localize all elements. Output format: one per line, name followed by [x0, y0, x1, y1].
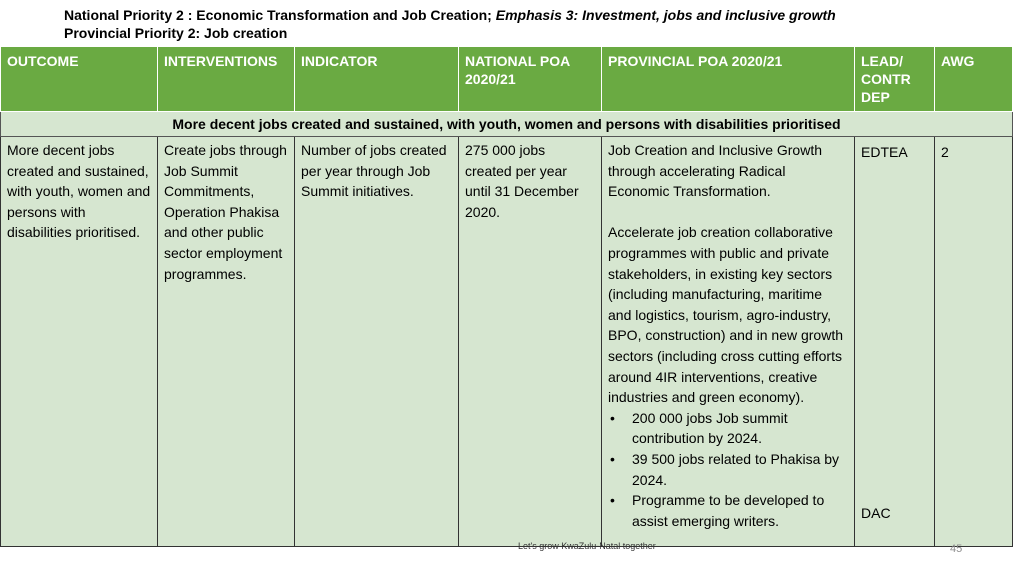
header-awg: AWG	[935, 47, 1013, 112]
national-priority-text: National Priority 2 : Economic Transformation and Job Creation;	[64, 7, 496, 23]
header-indicator: INDICATOR	[295, 47, 459, 112]
national-priority-line	[64, 6, 836, 24]
header-row	[1, 47, 1013, 112]
list-item: • 39 500 jobs related to Phakisa by 2024.	[608, 449, 848, 490]
cell-outcome: More decent jobs created and sustained, with youth, women and persons with disabilities prioritised.	[1, 137, 158, 547]
footer-tagline: Let's grow KwaZulu-Natal together	[518, 541, 656, 551]
provincial-poa-bullets	[608, 408, 848, 532]
header-outcome: OUTCOME	[1, 47, 158, 112]
list-item: • Programme to be developed to assist emerging writers.	[608, 490, 848, 531]
banner-row	[1, 112, 1013, 137]
header-provincial-poa: PROVINCIAL POA 2020/21	[602, 47, 855, 112]
awg-value: 2	[941, 144, 949, 160]
outcome-banner: More decent jobs created and sustained, with youth, women and persons with disabilities prioritised	[1, 112, 1013, 137]
emphasis-text: Emphasis 3: Investment, jobs and inclusive growth	[495, 7, 836, 23]
cell-national-poa: 275 000 jobs created per year until 31 December 2020.	[459, 137, 602, 547]
lead-primary: EDTEA	[861, 144, 908, 160]
provincial-poa-paragraph-2: Accelerate job creation collaborative programmes with public and private stakeholders, in existing key sectors (including manufacturing, maritime and logistics, tourism, agro-industry, BPO, construction) and in new growth sectors (including cross cutting efforts around 4IR interventions, creative industries and green economy).	[608, 224, 844, 406]
cell-lead-dep	[855, 137, 935, 547]
priority-table	[0, 46, 1013, 547]
cell-provincial-poa	[602, 137, 855, 547]
page-number: 45	[950, 543, 963, 555]
cell-interventions: Create jobs through Job Summit Commitments, Operation Phakisa and other public sector employment programmes.	[158, 137, 295, 547]
list-item: • 200 000 jobs Job summit contribution by 2024.	[608, 408, 848, 449]
cell-indicator: Number of jobs created per year through Job Summit initiatives.	[295, 137, 459, 547]
lead-secondary: DAC	[861, 505, 891, 521]
provincial-priority-line: Provincial Priority 2: Job creation	[64, 25, 288, 41]
slide-title	[64, 6, 836, 42]
cell-awg	[935, 137, 1013, 547]
header-lead-contr-dep: LEAD/ CONTR DEP	[855, 47, 935, 112]
provincial-poa-paragraph-1: Job Creation and Inclusive Growth through accelerating Radical Economic Transformation.	[608, 142, 822, 200]
header-national-poa: NATIONAL POA 2020/21	[459, 47, 602, 112]
table-row	[1, 137, 1013, 547]
header-interventions: INTERVENTIONS	[158, 47, 295, 112]
